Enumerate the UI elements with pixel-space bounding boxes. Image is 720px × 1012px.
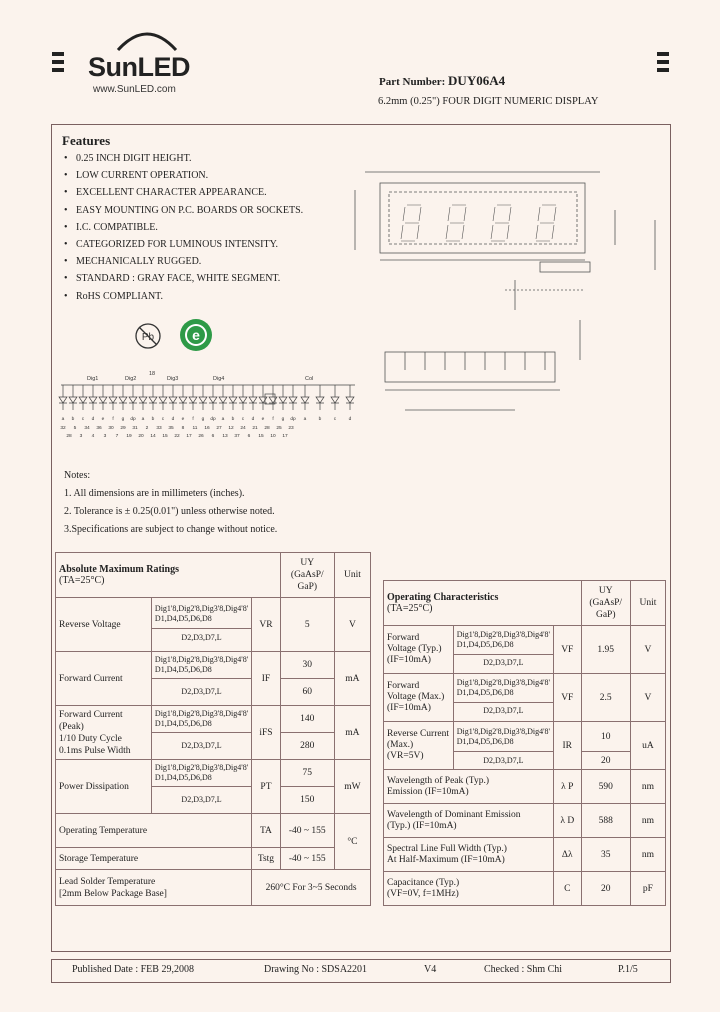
param-cell: Forward Current (Peak) 1/10 Duty Cycle 0.1ms Pulse Width xyxy=(56,706,152,760)
segment-label: c xyxy=(333,417,337,422)
part-number xyxy=(379,73,505,89)
pin-label: 7 xyxy=(115,434,119,439)
segment-label: b xyxy=(318,417,322,422)
segment-label: a xyxy=(221,417,225,422)
value-cell: 280 xyxy=(280,733,334,760)
segment-label: b xyxy=(231,417,235,422)
pin-label: 25 xyxy=(276,426,282,431)
unit-cell: pF xyxy=(630,872,665,906)
dig1-label: Dig1 xyxy=(87,376,99,382)
pin-label: 28 xyxy=(66,434,72,439)
unit-cell: V xyxy=(630,626,665,674)
unit-cell: V xyxy=(630,674,665,722)
param-cell: Forward Current xyxy=(56,652,152,706)
features-title: Features xyxy=(62,133,111,148)
sym-cell: iFS xyxy=(252,706,281,760)
feature-item: • 0.25 INCH DIGIT HEIGHT. xyxy=(62,150,332,167)
feature-item: • CATEGORIZED FOR LUMINOUS INTENSITY. xyxy=(62,236,332,253)
group-b-label: D2,D3,D7,L xyxy=(453,752,553,770)
unit-cell: nm xyxy=(630,770,665,804)
sym-cell: IF xyxy=(252,652,281,706)
segment-label: a xyxy=(141,417,145,422)
pb-free-icon xyxy=(133,321,163,351)
param-cell: Power Dissipation xyxy=(56,760,152,814)
left-decor-bars xyxy=(52,52,64,76)
pin-label: 20 xyxy=(138,434,144,439)
table-row xyxy=(56,814,371,848)
segment-label: b xyxy=(71,417,75,422)
sym-cell: Δλ xyxy=(553,838,581,872)
param-cell: Lead Solder Temperature [2mm Below Package Base] xyxy=(56,870,252,906)
right-decor-bars xyxy=(657,52,669,76)
group-a-label: Dig1'8,Dig2'8,Dig3'8,Dig4'8' D1,D4,D5,D6,D8 xyxy=(152,602,251,629)
pin-label: 33 xyxy=(156,426,162,431)
pin-label: 6 xyxy=(211,434,215,439)
sunled-logo-arc-icon xyxy=(112,24,182,54)
unit-cell: V xyxy=(334,598,370,652)
note-item: 2. Tolerance is ± 0.25(0.01") unless otherwise noted. xyxy=(64,506,275,517)
value-cell: 140 xyxy=(280,706,334,733)
pin-label: 3 xyxy=(103,434,107,439)
dig3-label: Dig3 xyxy=(167,376,179,382)
footer xyxy=(51,959,671,983)
unit-cell: mA xyxy=(334,706,370,760)
value-cell: 588 xyxy=(581,804,630,838)
abs-header-cell xyxy=(56,553,281,598)
group-b-label: D2,D3,D7,L xyxy=(181,633,222,642)
checked-by: Checked : Shm Chi xyxy=(484,964,563,975)
param-cell: Wavelength of Peak (Typ.) Emission (IF=10mA) xyxy=(384,770,554,804)
pin-label: 30 xyxy=(108,426,114,431)
abs-unit-header: Unit xyxy=(334,553,370,598)
operating-characteristics-table xyxy=(383,580,666,906)
segment-label: a xyxy=(61,417,65,422)
pin-label: 15 xyxy=(258,434,264,439)
group-b-label: D2,D3,D7,L xyxy=(151,787,251,814)
pin-label: 27 xyxy=(216,426,222,431)
feature-item: • EASY MOUNTING ON P.C. BOARDS OR SOCKETS. xyxy=(62,202,332,219)
value-cell: 2.5 xyxy=(581,674,630,722)
pin-label: 28 xyxy=(264,426,270,431)
segment-label: f xyxy=(272,417,274,422)
param-cell: Wavelength of Dominant Emission (Typ.) (IF=10mA) xyxy=(384,804,554,838)
value-cell: 30 xyxy=(280,652,334,679)
group-b-label: D2,D3,D7,L xyxy=(151,733,251,760)
pin-label: 37 xyxy=(234,434,240,439)
table-row xyxy=(384,804,666,838)
unit-cell: mA xyxy=(334,652,370,706)
segment-label: f xyxy=(192,417,194,422)
group-a-label: Dig1'8,Dig2'8,Dig3'8,Dig4'8' D1,D4,D5,D6,D8 xyxy=(454,676,553,703)
segment-label: e xyxy=(261,417,265,422)
published-date: Published Date : FEB 29,2008 xyxy=(72,964,194,975)
op-title: Operating Characteristics xyxy=(387,592,499,603)
value-cell: 590 xyxy=(581,770,630,804)
group-cell xyxy=(453,626,553,674)
feature-item: • I.C. COMPATIBLE. xyxy=(62,219,332,236)
param-cell: Storage Temperature xyxy=(56,848,252,870)
notes-title: Notes: xyxy=(64,470,91,481)
param-cell: Spectral Line Full Width (Typ.) At Half-Maximum (IF=10mA) xyxy=(384,838,554,872)
segment-label: b xyxy=(151,417,155,422)
part-number-value: DUY06A4 xyxy=(448,73,506,88)
segment-label: d xyxy=(91,417,95,422)
value-cell: 150 xyxy=(280,787,334,814)
pin-label: 21 xyxy=(252,426,258,431)
pin-label: 2 xyxy=(145,426,149,431)
table-row xyxy=(56,848,371,870)
pin-label: 4 xyxy=(91,434,95,439)
page-number: P.1/5 xyxy=(618,964,638,975)
pin-label: 11 xyxy=(192,426,198,431)
e-lead-free-icon xyxy=(178,317,214,353)
table-row xyxy=(56,652,371,679)
group-a-label: Dig1'8,Dig2'8,Dig3'8,Dig4'8' D1,D4,D5,D6,D8 xyxy=(151,706,251,733)
pin-label: 34 xyxy=(84,426,90,431)
internal-circuit-diagram xyxy=(55,368,365,443)
feature-item: • RoHS COMPLIANT. xyxy=(62,288,332,305)
op-header-cell xyxy=(384,581,582,626)
table-row xyxy=(384,626,666,674)
pin-label: 29 xyxy=(120,426,126,431)
pin-label: 16 xyxy=(204,426,210,431)
feature-item: • EXCELLENT CHARACTER APPEARANCE. xyxy=(62,184,332,201)
op-col-header: UY (GaAsP/ GaP) xyxy=(581,581,630,626)
note-item: 3.Specifications are subject to change without notice. xyxy=(64,524,278,535)
param-cell: Operating Temperature xyxy=(56,814,252,848)
table-row xyxy=(384,722,666,752)
abs-col-header: UY (GaAsP/ GaP) xyxy=(280,553,334,598)
unit-cell: mW xyxy=(334,760,370,814)
dig2-label: Dig2 xyxy=(125,376,137,382)
segment-label: g xyxy=(281,417,285,422)
pin-label: 17 xyxy=(282,434,288,439)
table-row xyxy=(384,872,666,906)
sym-cell: IR xyxy=(553,722,581,770)
param-cell: Reverse Current (Max.) (VR=5V) xyxy=(384,722,454,770)
sym-cell: Tstg xyxy=(252,848,281,870)
segment-label: dp xyxy=(130,417,136,422)
pin-label: 6 xyxy=(247,434,251,439)
sym-cell: TA xyxy=(252,814,281,848)
sym-cell: VF xyxy=(553,626,581,674)
brand-logo: SunLED xyxy=(88,52,190,82)
table-row xyxy=(56,870,371,906)
pin-label: 23 xyxy=(288,426,294,431)
segment-label: d xyxy=(251,417,255,422)
value-cell: 5 xyxy=(280,598,334,652)
segment-label: c xyxy=(81,417,85,422)
value-cell: 10 xyxy=(581,722,630,752)
drawing-number: Drawing No : SDSA2201 xyxy=(264,964,368,975)
segment-label: dp xyxy=(210,417,216,422)
pb-text: Pb xyxy=(141,332,155,343)
group-a-label: Dig1'8,Dig2'8,Dig3'8,Dig4'8' D1,D4,D5,D6,D8 xyxy=(151,652,251,679)
group-cell xyxy=(151,598,251,652)
segment-label: g xyxy=(201,417,205,422)
pin-label: 26 xyxy=(198,434,204,439)
unit-cell: uA xyxy=(630,722,665,770)
pin-label: 10 xyxy=(270,434,276,439)
op-condition: (TA=25°C) xyxy=(387,603,433,614)
pin-label: 32 xyxy=(60,426,66,431)
group-b-label: D2,D3,D7,L xyxy=(483,706,524,715)
value-cell: 20 xyxy=(581,752,630,770)
table-row xyxy=(384,838,666,872)
group-a-label: Dig1'8,Dig2'8,Dig3'8,Dig4'8' D1,D4,D5,D6,D8 xyxy=(454,628,553,655)
segment-label: d xyxy=(348,417,352,422)
dig4-label: Dig4 xyxy=(213,376,225,382)
segment-label: c xyxy=(241,417,245,422)
abs-condition: (TA=25°C) xyxy=(59,575,105,586)
pin-label: 24 xyxy=(240,426,246,431)
unit-cell: °C xyxy=(334,814,370,870)
pin-label: 12 xyxy=(228,426,234,431)
sym-cell: λ P xyxy=(553,770,581,804)
pin-label: 22 xyxy=(174,434,180,439)
table-row xyxy=(56,706,371,733)
group-b-label: D2,D3,D7,L xyxy=(483,658,524,667)
unit-cell: nm xyxy=(630,838,665,872)
value-cell: 75 xyxy=(280,760,334,787)
segment-label: e xyxy=(101,417,105,422)
pin-label: 36 xyxy=(96,426,102,431)
param-cell: Capacitance (Typ.) (VF=0V, f=1MHz) xyxy=(384,872,554,906)
features-list xyxy=(62,150,332,305)
op-unit-header: Unit xyxy=(630,581,665,626)
pin-label: 19 xyxy=(126,434,132,439)
segment-label: c xyxy=(161,417,165,422)
table-row xyxy=(384,674,666,722)
group-b-label: D2,D3,D7,L xyxy=(151,679,251,706)
version: V4 xyxy=(424,964,437,975)
group-cell xyxy=(453,674,553,722)
value-cell: -40 ~ 155 xyxy=(280,814,334,848)
value-cell: 35 xyxy=(581,838,630,872)
segment-label: g xyxy=(121,417,125,422)
segment-label: e xyxy=(181,417,185,422)
abs-title: Absolute Maximum Ratings xyxy=(59,564,180,575)
feature-item: • STANDARD : GRAY FACE, WHITE SEGMENT. xyxy=(62,270,332,287)
value-cell: -40 ~ 155 xyxy=(280,848,334,870)
sym-cell: C xyxy=(553,872,581,906)
group-a-label: Dig1'8,Dig2'8,Dig3'8,Dig4'8' D1,D4,D5,D6,D8 xyxy=(151,760,251,787)
table-row xyxy=(56,760,371,787)
segment-label: d xyxy=(171,417,175,422)
part-number-label: Part Number: xyxy=(379,76,446,88)
segment-label: a xyxy=(303,417,307,422)
param-cell: Forward Voltage (Typ.) (IF=10mA) xyxy=(384,626,454,674)
value-cell: 1.95 xyxy=(581,626,630,674)
sym-cell: VF xyxy=(553,674,581,722)
feature-item: • MECHANICALLY RUGGED. xyxy=(62,253,332,270)
sym-cell: VR xyxy=(252,598,281,652)
pin-label: 31 xyxy=(132,426,138,431)
value-cell: 60 xyxy=(280,679,334,706)
pin-label: 8 xyxy=(181,426,185,431)
pin-label: 17 xyxy=(186,434,192,439)
pin-label: 35 xyxy=(168,426,174,431)
pin-label: 15 xyxy=(162,434,168,439)
package-dimension-drawing xyxy=(325,150,665,420)
value-cell: 20 xyxy=(581,872,630,906)
param-cell: Forward Voltage (Max.) (IF=10mA) xyxy=(384,674,454,722)
pin-label: 14 xyxy=(150,434,156,439)
group-a-label: Dig1'8,Dig2'8,Dig3'8,Dig4'8' D1,D4,D5,D6,D8 xyxy=(453,722,553,752)
segment-label: dp xyxy=(290,417,296,422)
pin-label: 13 xyxy=(222,434,228,439)
brand-url[interactable]: www.SunLED.com xyxy=(93,84,176,95)
sym-cell: λ D xyxy=(553,804,581,838)
segment-label: f xyxy=(112,417,114,422)
note-item: 1. All dimensions are in millimeters (inches). xyxy=(64,488,245,499)
pin-18-label: 18 xyxy=(149,371,156,377)
absolute-max-ratings-table xyxy=(55,552,371,906)
value-cell: 260°C For 3~5 Seconds xyxy=(252,870,371,906)
param-cell: Reverse Voltage xyxy=(56,598,152,652)
table-row xyxy=(56,598,371,652)
pin-label: 3 xyxy=(79,434,83,439)
notes xyxy=(64,467,277,539)
sym-cell: PT xyxy=(252,760,281,814)
pin-label: 5 xyxy=(73,426,77,431)
feature-item: • LOW CURRENT OPERATION. xyxy=(62,167,332,184)
col-label: Col xyxy=(305,376,314,382)
table-row xyxy=(384,770,666,804)
product-subtitle: 6.2mm (0.25") FOUR DIGIT NUMERIC DISPLAY xyxy=(378,96,599,107)
e-text: e xyxy=(192,327,200,343)
unit-cell: nm xyxy=(630,804,665,838)
